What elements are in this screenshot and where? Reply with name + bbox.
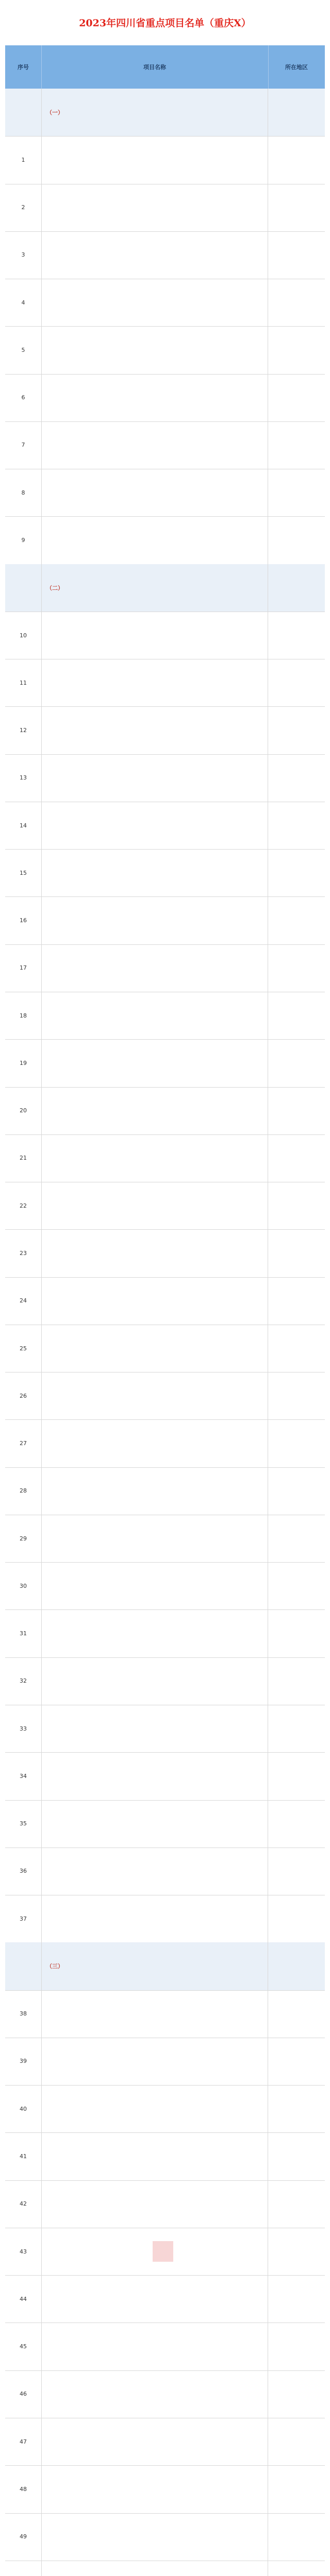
row-project-name (41, 897, 268, 944)
row-region (268, 2038, 325, 2085)
row-number: 38 (5, 1990, 42, 2038)
table-row (5, 2370, 325, 2418)
row-project-name (41, 1467, 268, 1515)
section-row (5, 564, 325, 612)
row-region (268, 184, 325, 231)
table-row (5, 1657, 325, 1705)
row-project-name (41, 2132, 268, 2180)
row-number: 41 (5, 2132, 42, 2180)
row-project-name: （二） (41, 564, 268, 612)
row-project-name (41, 706, 268, 754)
row-number: 42 (5, 2180, 42, 2228)
row-region (268, 1325, 325, 1372)
table-row (5, 2085, 325, 2133)
row-project-name (41, 1325, 268, 1372)
table-row (5, 849, 325, 897)
row-region (268, 754, 325, 802)
row-project-name (41, 2323, 268, 2370)
header-number: 序号 (5, 45, 42, 89)
row-number (5, 89, 42, 136)
row-region (268, 1182, 325, 1229)
table-row (5, 802, 325, 850)
row-number: 35 (5, 1800, 42, 1848)
row-region (268, 231, 325, 279)
row-region (268, 1942, 325, 1990)
row-region (268, 1087, 325, 1134)
table-row (5, 2275, 325, 2323)
row-project-name (41, 2465, 268, 2513)
row-number: 40 (5, 2085, 42, 2132)
table-row (5, 1325, 325, 1372)
row-project-name (41, 136, 268, 183)
table-row (5, 1800, 325, 1848)
table-row (5, 1609, 325, 1657)
row-region (268, 2370, 325, 2418)
table-row (5, 706, 325, 754)
table-row (5, 2513, 325, 2561)
row-region (268, 89, 325, 136)
row-project-name (41, 1277, 268, 1325)
row-number: 7 (5, 421, 42, 469)
table-row (5, 1705, 325, 1753)
row-number: 39 (5, 2038, 42, 2085)
row-project-name (41, 992, 268, 1039)
table-row (5, 1990, 325, 2038)
row-project-name (41, 2085, 268, 2132)
row-project-name (41, 754, 268, 802)
row-project-name (41, 1372, 268, 1419)
table-row (5, 469, 325, 517)
row-region (268, 659, 325, 706)
table-row (5, 2180, 325, 2228)
table-row (5, 326, 325, 374)
row-project-name (41, 1419, 268, 1467)
row-region (268, 1419, 325, 1467)
row-region (268, 326, 325, 374)
row-project-name (41, 2561, 268, 2576)
row-region (268, 1990, 325, 2038)
table-row (5, 754, 325, 802)
row-region (268, 992, 325, 1039)
row-project-name (41, 1182, 268, 1229)
row-number: 15 (5, 849, 42, 896)
row-region (268, 2418, 325, 2465)
row-number: 13 (5, 754, 42, 802)
table-row (5, 184, 325, 232)
row-number: 37 (5, 1895, 42, 1942)
row-project-name (41, 2038, 268, 2085)
row-region (268, 849, 325, 896)
row-region (268, 802, 325, 849)
row-number: 2 (5, 184, 42, 231)
row-region (268, 1134, 325, 1182)
row-number: 34 (5, 1752, 42, 1800)
row-region (268, 706, 325, 754)
row-number: 22 (5, 1182, 42, 1229)
table-row (5, 1562, 325, 1610)
table-row (5, 1039, 325, 1087)
table-row (5, 2323, 325, 2370)
table-row (5, 1515, 325, 1563)
row-region (268, 2085, 325, 2132)
table-row (5, 231, 325, 279)
row-project-name (41, 2418, 268, 2465)
row-region (268, 421, 325, 469)
row-project-name (41, 516, 268, 564)
row-project-name (41, 1990, 268, 2038)
row-number: 44 (5, 2275, 42, 2323)
table-row (5, 1372, 325, 1420)
table-row (5, 2465, 325, 2513)
row-number: 36 (5, 1848, 42, 1895)
row-number: 30 (5, 1562, 42, 1609)
row-number: 17 (5, 944, 42, 992)
row-project-name (41, 1657, 268, 1705)
row-number: 11 (5, 659, 42, 706)
row-project-name (41, 1800, 268, 1848)
row-region (268, 279, 325, 326)
row-number: 9 (5, 516, 42, 564)
row-region (268, 1657, 325, 1705)
row-region (268, 1229, 325, 1277)
row-project-name (41, 279, 268, 326)
row-region (268, 1848, 325, 1895)
row-project-name (41, 1515, 268, 1562)
row-number: 14 (5, 802, 42, 849)
row-region (268, 2275, 325, 2323)
row-number: 8 (5, 469, 42, 516)
table-row (5, 1134, 325, 1182)
row-number: 27 (5, 1419, 42, 1467)
table-row (5, 374, 325, 422)
row-number: 46 (5, 2370, 42, 2418)
row-region (268, 2561, 325, 2576)
row-number: 1 (5, 136, 42, 183)
row-project-name (41, 1087, 268, 1134)
row-number: 3 (5, 231, 42, 279)
title-band (0, 0, 330, 45)
header-project-name: 项目名称 (41, 45, 269, 89)
row-project-name (41, 231, 268, 279)
row-number (5, 1942, 42, 1990)
row-number: 21 (5, 1134, 42, 1182)
table-row (5, 2038, 325, 2086)
row-number: 12 (5, 706, 42, 754)
row-project-name (41, 421, 268, 469)
watermark-stamp (153, 2241, 173, 2262)
row-number: 10 (5, 612, 42, 659)
table-row (5, 279, 325, 327)
table-row (5, 1752, 325, 1800)
table-row (5, 1419, 325, 1467)
row-project-name (41, 1039, 268, 1087)
table-row (5, 2418, 325, 2466)
row-number: 45 (5, 2323, 42, 2370)
row-number (5, 564, 42, 612)
row-region (268, 1372, 325, 1419)
row-project-name (41, 2275, 268, 2323)
row-number: 19 (5, 1039, 42, 1087)
row-number: 25 (5, 1325, 42, 1372)
row-region (268, 1277, 325, 1325)
row-number: 32 (5, 1657, 42, 1705)
row-project-name (41, 1562, 268, 1609)
row-region (268, 469, 325, 516)
row-region (268, 374, 325, 421)
row-project-name (41, 2370, 268, 2418)
row-region (268, 1609, 325, 1657)
row-region (268, 2465, 325, 2513)
row-number: 28 (5, 1467, 42, 1515)
row-project-name (41, 612, 268, 659)
row-project-name (41, 659, 268, 706)
row-region (268, 2180, 325, 2228)
row-number: 4 (5, 279, 42, 326)
table-row (5, 659, 325, 707)
row-project-name (41, 1848, 268, 1895)
row-region (268, 2323, 325, 2370)
table-row (5, 136, 325, 184)
table-row (5, 1895, 325, 1943)
table-row (5, 421, 325, 469)
table-row (5, 1848, 325, 1895)
row-project-name (41, 1752, 268, 1800)
row-project-name (41, 374, 268, 421)
row-region (268, 897, 325, 944)
table-row (5, 516, 325, 564)
row-project-name (41, 1609, 268, 1657)
row-region (268, 564, 325, 612)
row-number: 18 (5, 992, 42, 1039)
row-number: 49 (5, 2513, 42, 2561)
row-number: 26 (5, 1372, 42, 1419)
row-region (268, 1039, 325, 1087)
row-region (268, 1562, 325, 1609)
table-header (5, 45, 325, 89)
row-project-name (41, 2180, 268, 2228)
table-row (5, 1229, 325, 1277)
row-project-name (41, 1705, 268, 1752)
row-number: 24 (5, 1277, 42, 1325)
row-region (268, 1800, 325, 1848)
table-row (5, 1182, 325, 1230)
row-number: 47 (5, 2418, 42, 2465)
row-region (268, 1467, 325, 1515)
row-project-name (41, 1895, 268, 1942)
row-project-name (41, 326, 268, 374)
row-number: 29 (5, 1515, 42, 1562)
table-row (5, 2561, 325, 2576)
row-number: 5 (5, 326, 42, 374)
row-region (268, 2228, 325, 2275)
row-region (268, 2513, 325, 2561)
table-row (5, 612, 325, 659)
table-row (5, 1087, 325, 1135)
row-project-name (41, 849, 268, 896)
table-row (5, 944, 325, 992)
row-number: 31 (5, 1609, 42, 1657)
header-region: 所在地区 (285, 64, 308, 71)
table-row (5, 1467, 325, 1515)
row-project-name (41, 944, 268, 992)
row-number: 6 (5, 374, 42, 421)
row-number: 23 (5, 1229, 42, 1277)
row-project-name (41, 802, 268, 849)
table-row (5, 1277, 325, 1325)
row-region (268, 612, 325, 659)
row-number: 33 (5, 1705, 42, 1752)
table-row (5, 992, 325, 1040)
row-region (268, 2132, 325, 2180)
section-row (5, 1942, 325, 1990)
row-region (268, 516, 325, 564)
row-project-name: （一） (41, 89, 268, 136)
table-row (5, 2132, 325, 2180)
row-project-name (41, 1229, 268, 1277)
row-number: 20 (5, 1087, 42, 1134)
row-region (268, 1515, 325, 1562)
page-title: 2023年四川省重点项目名单（重庆X） (79, 18, 251, 29)
row-number: 43 (5, 2228, 42, 2275)
row-region (268, 136, 325, 183)
row-project-name (41, 184, 268, 231)
row-number: 48 (5, 2465, 42, 2513)
row-project-name: （三） (41, 1942, 268, 1990)
row-region (268, 1752, 325, 1800)
section-row (5, 89, 325, 137)
row-number (5, 2561, 42, 2576)
row-project-name (41, 2513, 268, 2561)
row-project-name (41, 1134, 268, 1182)
row-number: 16 (5, 897, 42, 944)
row-project-name (41, 469, 268, 516)
table-row (5, 897, 325, 945)
row-region (268, 1705, 325, 1752)
row-region (268, 1895, 325, 1942)
row-region (268, 944, 325, 992)
